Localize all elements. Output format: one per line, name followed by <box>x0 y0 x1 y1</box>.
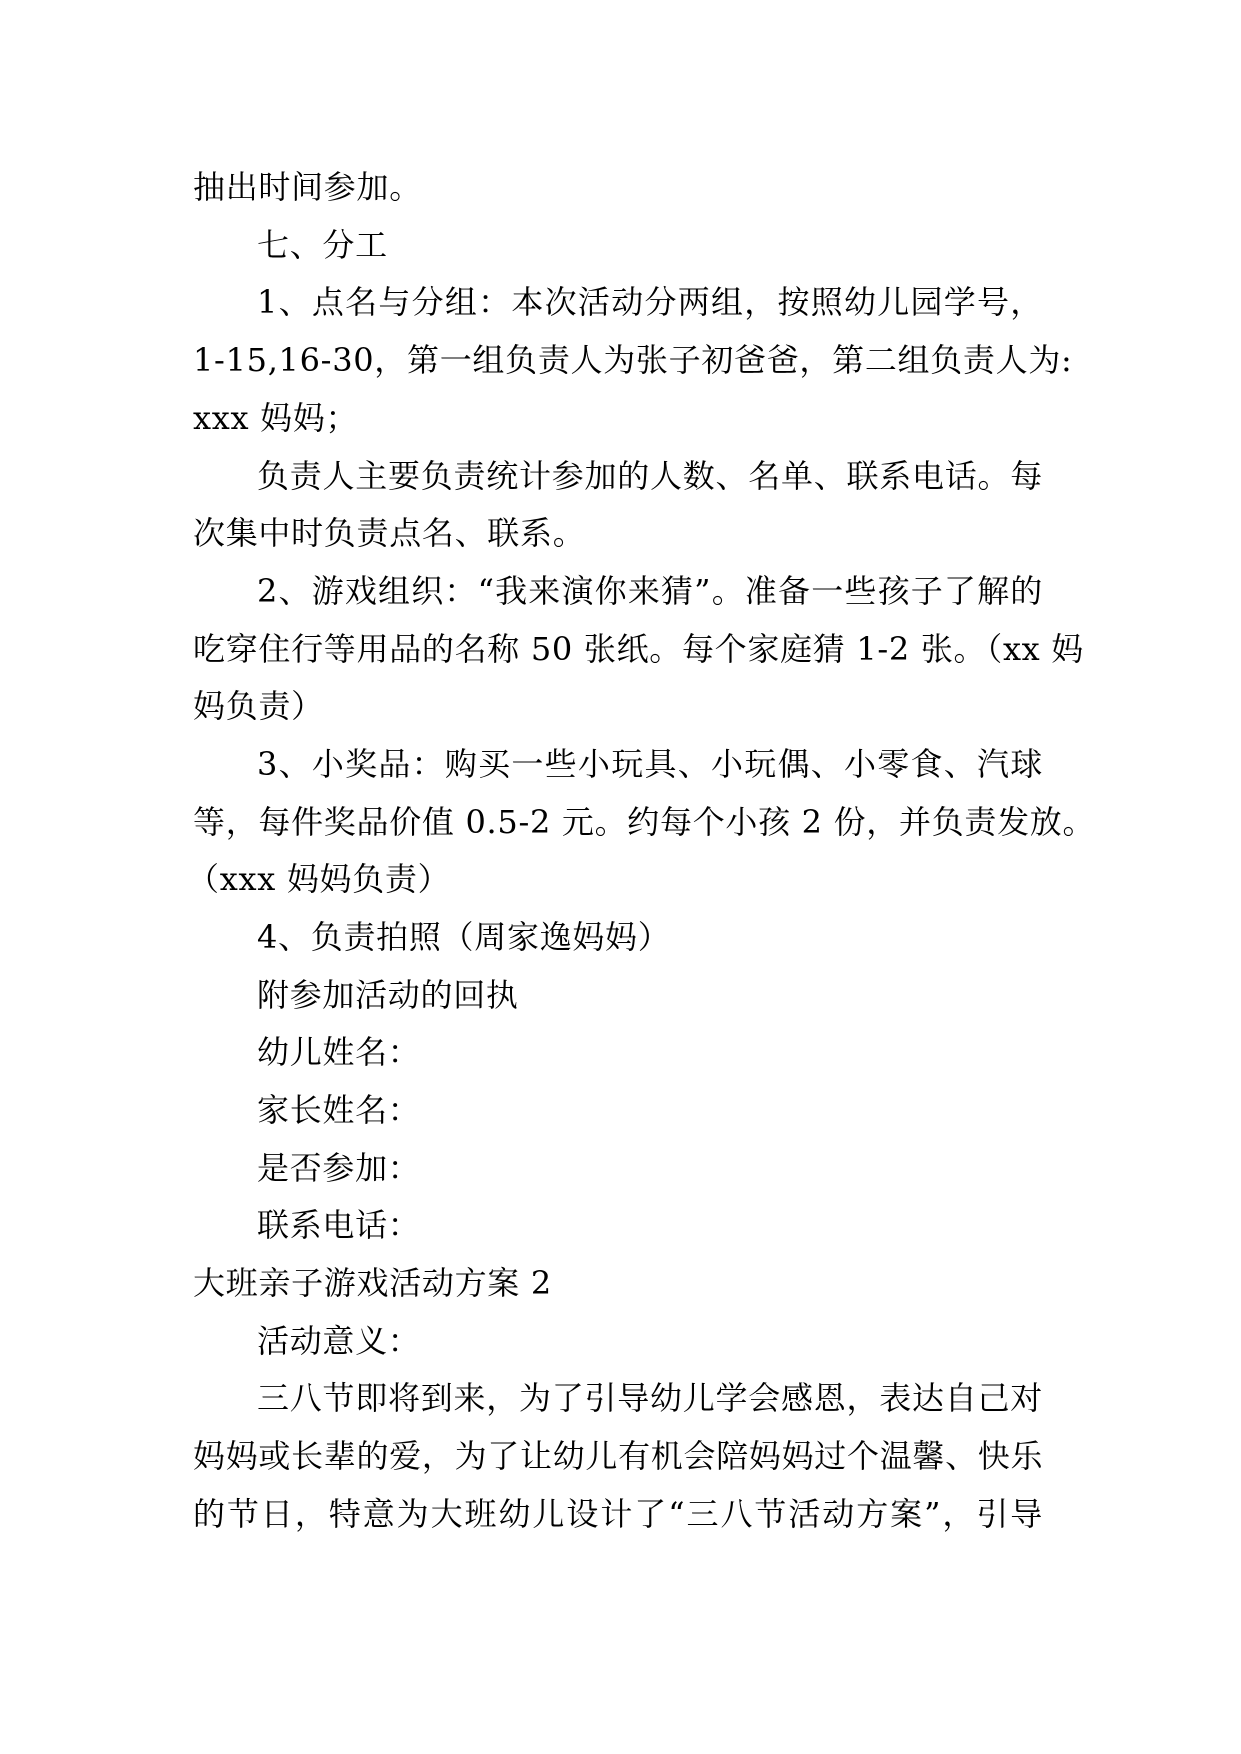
text-line: 3、小奖品：购买一些小玩具、小玩偶、小零食、汽球 <box>257 745 1043 783</box>
text-line: 吃穿住行等用品的名称 50 张纸。每个家庭猜 1-2 张。（xx 妈 <box>193 630 1085 668</box>
text-line: 附参加活动的回执 <box>257 976 519 1014</box>
text-line: 三八节即将到来，为了引导幼儿学会感恩，表达自己对 <box>257 1379 1043 1417</box>
text-line: 1、点名与分组：本次活动分两组，按照幼儿园学号， <box>257 283 1043 321</box>
form-label-phone: 联系电话： <box>257 1206 421 1244</box>
text-line: 的节日，特意为大班幼儿设计了“三八节活动方案”，引导 <box>193 1495 1043 1533</box>
text-line: 活动意义： <box>257 1322 421 1360</box>
text-line: （xxx 妈妈负责） <box>187 860 451 898</box>
text-line: 抽出时间参加。 <box>193 168 422 206</box>
text-line: xxx 妈妈； <box>193 399 359 437</box>
text-line: 1-15,16-30，第一组负责人为张子初爸爸，第二组负责人为: <box>193 341 1073 379</box>
text-line: 次集中时负责点名、联系。 <box>193 514 586 552</box>
form-label-child-name: 幼儿姓名： <box>257 1033 421 1071</box>
text-line: 妈负责） <box>193 687 324 725</box>
text-line: 等，每件奖品价值 0.5-2 元。约每个小孩 2 份，并负责发放。 <box>193 803 1096 841</box>
text-line: 妈妈或长辈的爱，为了让幼儿有机会陪妈妈过个温馨、快乐 <box>193 1437 1044 1475</box>
text-line: 2、游戏组织：“我来演你来猜”。准备一些孩子了解的 <box>257 572 1043 610</box>
section-heading: 七、分工 <box>257 226 388 264</box>
form-label-parent-name: 家长姓名： <box>257 1091 421 1129</box>
text-line: 负责人主要负责统计参加的人数、名单、联系电话。每 <box>257 457 1043 495</box>
text-line: 4、负责拍照（周家逸妈妈） <box>257 918 671 956</box>
form-label-attend: 是否参加： <box>257 1149 421 1187</box>
document-heading: 大班亲子游戏活动方案 2 <box>193 1264 552 1302</box>
